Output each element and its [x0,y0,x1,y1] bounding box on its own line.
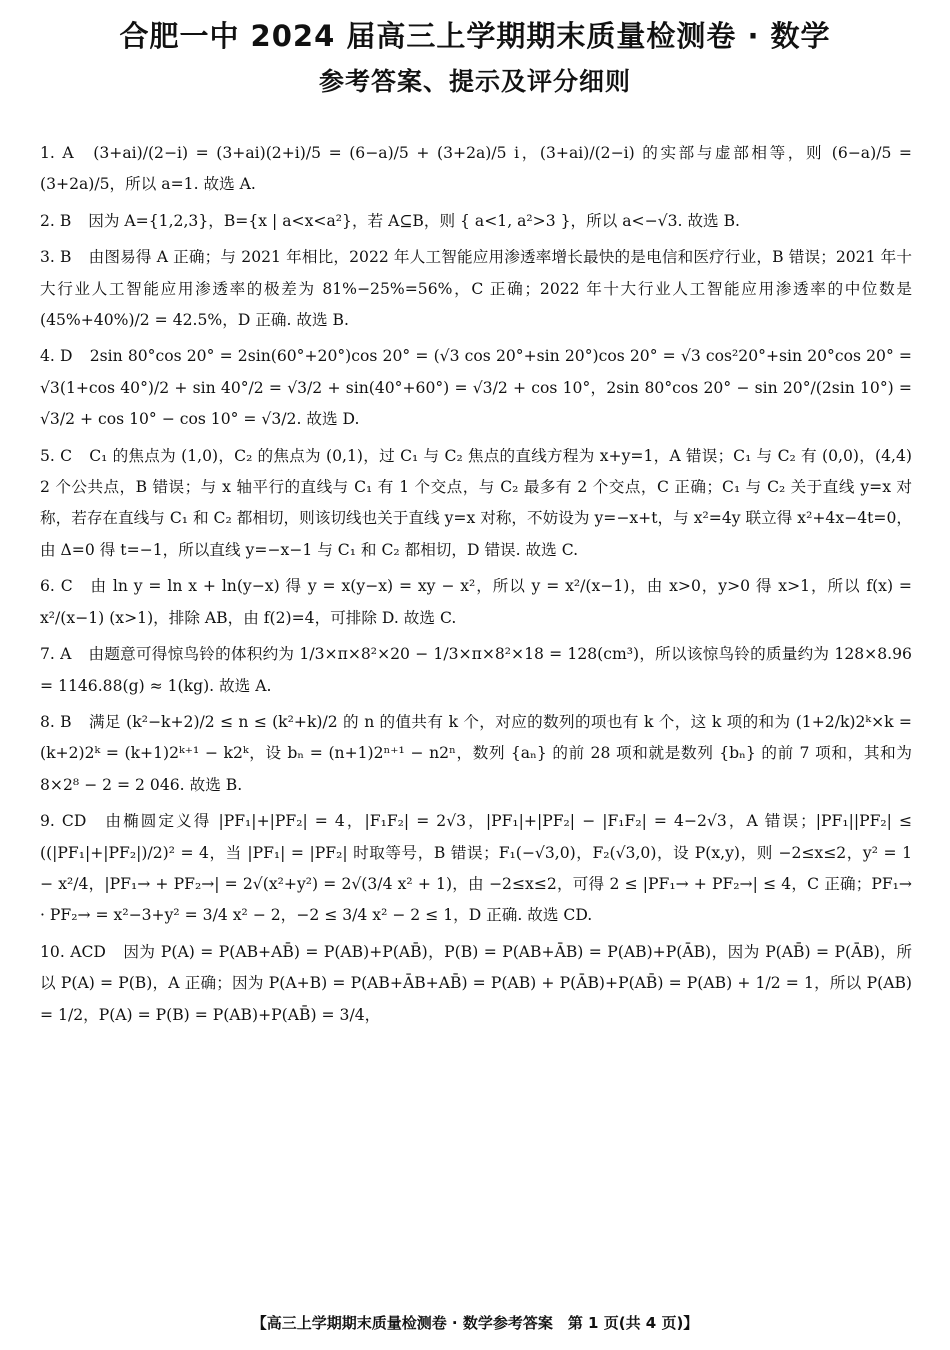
answer-item-2 [40,206,912,237]
answer-item-6 [40,571,912,634]
answer-text: 满足 (k²−k+2)/2 ≤ n ≤ (k²+k)/2 的 n 的值共有 k 个，对应的数列的项也有 k 个，这 k 项的和为 (1+2/k)2ᵏ×k = (k+2)2ᵏ = (k+1)2ᵏ⁺¹ − k2ᵏ，设 bₙ = (n+1)2ⁿ⁺¹ − n2ⁿ，数列 {aₙ} 的前 28 项和就是数列 {bₙ} 的前 7 项和，其和为 8×2⁸ − 2 = 2 046. 故选 B. [40,712,912,794]
answer-item-8 [40,707,912,801]
page-title: 合肥一中 2024 届高三上学期期末质量检测卷 · 数学 [119,19,831,53]
answer-number: 9. CD [40,812,87,831]
answer-number: 2. B [40,211,72,230]
answer-item-5 [40,441,912,567]
answer-text: 由椭圆定义得 |PF₁|+|PF₂| = 4，|F₁F₂| = 2√3，|PF₁|+|PF₂| − |F₁F₂| = 4−2√3，A 错误；|PF₁||PF₂| ≤ ((|PF₁|+|PF₂|)/2)² = 4，当 |PF₁| = |PF₂| 时取等号，B 错误；F₁(−√3,0)，F₂(√3,0)，设 P(x,y)，则 −2≤x≤2，y² = 1 − x²/4，|PF₁→ + PF₂→| = 2√(x²+y²) = 2√(3/4 x² + 1)，由 −2≤x≤2，可得 2 ≤ |PF₁→ + PF₂→| ≤ 4，C 正确；PF₁→ · PF₂→ = x²−3+y² = 3/4 x² − 2，−2 ≤ 3/4 x² − 2 ≤ 1，D 正确. 故选 CD. [40,812,912,925]
answer-list [40,138,912,1298]
answer-text: (3+ai)/(2−i) = (3+ai)(2+i)/5 = (6−a)/5 + (3+2a)/5 i，(3+ai)/(2−i) 的实部与虚部相等，则 (6−a)/5 = (3+2a)/5，所以 a=1. 故选 A. [40,144,912,194]
answer-number: 7. A [40,645,72,664]
answer-number: 6. C [40,577,73,596]
answer-text: 由图易得 A 正确；与 2021 年相比，2022 年人工智能应用渗透率增长最快的是电信和医疗行业，B 错误；2021 年十大行业人工智能应用渗透率的极差为 81%−25%=56%，C 正确；2022 年十大行业人工智能应用渗透率的中位数是 (45%+40%)/2 = 42.5%，D 正确. 故选 B. [40,248,912,330]
answer-item-1 [40,138,912,201]
answer-text: 由题意可得惊鸟铃的体积约为 1/3×π×8²×20 − 1/3×π×8²×18 = 128(cm³)，所以该惊鸟铃的质量约为 128×8.96 = 1146.88(g) ≈ 1(kg). 故选 A. [40,645,912,695]
answer-number: 4. D [40,347,73,366]
answer-number: 8. B [40,712,72,731]
answer-item-3 [40,242,912,336]
answer-item-7 [40,639,912,702]
answer-item-4 [40,341,912,435]
page-subtitle: 参考答案、提示及评分细则 [318,67,631,96]
answer-text: 由 ln y = ln x + ln(y−x) 得 y = x(y−x) = xy − x²，所以 y = x²/(x−1)，由 x>0，y>0 得 x>1，所以 f(x) = x²/(x−1) (x>1)，排除 AB，由 f(2)=4，可排除 D. 故选 C. [40,577,912,627]
page-footer: 【高三上学期期末质量检测卷 · 数学参考答案 第 1 页(共 4 页)】 [251,1314,699,1332]
answer-text: 2sin 80°cos 20° = 2sin(60°+20°)cos 20° = (√3 cos 20°+sin 20°)cos 20° = √3 cos²20°+sin 20°cos 20° = √3(1+cos 40°)/2 + sin 40°/2 = √3/2 + sin(40°+60°) = √3/2 + cos 10°，2sin 80°cos 20° − sin 20°/(2sin 10°) = √3/2 + cos 10° − cos 10° = √3/2. 故选 D. [40,347,912,429]
answer-item-9 [40,806,912,932]
answer-number: 10. ACD [40,942,106,961]
answer-text: 因为 A={1,2,3}，B={x | a<x<a²}，若 A⊆B，则 { a<1, a²>3 }，所以 a<−√3. 故选 B. [88,211,741,230]
answer-text: C₁ 的焦点为 (1,0)，C₂ 的焦点为 (0,1)，过 C₁ 与 C₂ 焦点的直线方程为 x+y=1，A 错误；C₁ 与 C₂ 有 (0,0)，(4,4) 2 个公共点，B 错误；与 x 轴平行的直线与 C₁ 有 1 个交点，与 C₂ 最多有 2 个交点，C 正确；C₁ 与 C₂ 关于直线 y=x 对称，若存在直线与 C₁ 和 C₂ 都相切，则该切线也关于直线 y=x 对称，不妨设为 y=−x+t，与 x²=4y 联立得 x²+4x−4t=0，由 Δ=0 得 t=−1，所以直线 y=−x−1 与 C₁ 和 C₂ 都相切，D 错误. 故选 C. [40,446,912,559]
answer-number: 3. B [40,248,72,267]
answer-number: 1. A [40,144,74,162]
answer-item-10 [40,937,912,1031]
answer-number: 5. C [40,446,73,465]
answer-text: 因为 P(A) = P(AB+AB̄) = P(AB)+P(AB̄)，P(B) = P(AB+ĀB) = P(AB)+P(ĀB)，因为 P(AB̄) = P(ĀB)，所以 P(A) = P(B)，A 正确；因为 P(A+B) = P(AB+ĀB+AB̄) = P(AB) + P(ĀB)+P(AB̄) = P(AB) + 1/2 = 1，所以 P(AB) = 1/2，P(A) = P(B) = P(AB)+P(AB̄) = 3/4， [40,942,912,1024]
